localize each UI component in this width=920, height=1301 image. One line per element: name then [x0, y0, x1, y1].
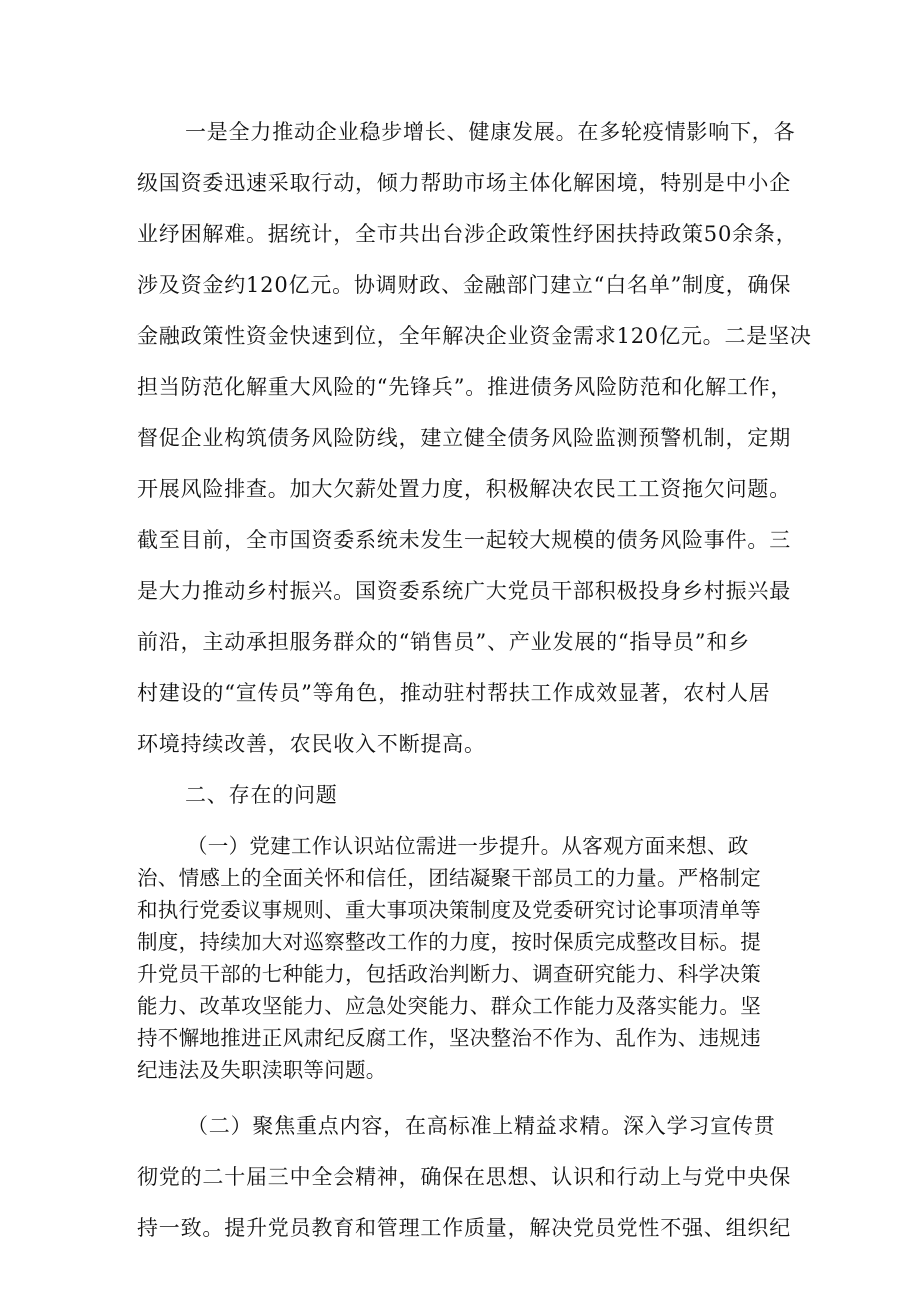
paragraph-line: 督促企业构筑债务风险防线，建立健全债务风险监测预警机制，定期 — [137, 426, 791, 450]
paragraph-line: 治、情感上的全面关怀和信任，团结凝聚干部员工的力量。严格制定 — [137, 866, 761, 890]
paragraph-line: （二）聚焦重点内容，在高标准上精益求精。深入学习宣传贯 — [187, 1114, 776, 1138]
paragraph-line: 制度，持续加大对巡察整改工作的力度，按时保质完成整改目标。提 — [137, 930, 761, 954]
paragraph-line: 纪违法及失职渎职等问题。 — [137, 1058, 387, 1082]
paragraph-line: 彻党的二十届三中全会精神，确保在思想、认识和行动上与党中央保 — [137, 1165, 791, 1189]
paragraph-line: 涉及资金约120亿元。协调财政、金融部门建立“白名单”制度，确保 — [137, 273, 792, 297]
paragraph-line: 村建设的“宣传员”等角色，推动驻村帮扶工作成效显著，农村人居 — [137, 681, 771, 705]
paragraph-line: 级国资委迅速采取行动，倾力帮助市场主体化解困境，特别是中小企 — [137, 171, 791, 195]
paragraph-line: 一是全力推动企业稳步增长、健康发展。在多轮疫情影响下，各 — [185, 120, 796, 144]
paragraph-line: （一）党建工作认识站位需进一步提升。从客观方面来想、政 — [187, 834, 749, 858]
paragraph-line: 环境持续改善，农民收入不断提高。 — [137, 732, 486, 756]
paragraph-line: 截至目前，全市国资委系统未发生一起较大规模的债务风险事件。三 — [137, 528, 791, 552]
paragraph-line: 能力、改革攻坚能力、应急处突能力、群众工作能力及落实能力。坚 — [137, 994, 761, 1018]
section-heading: 二、存在的问题 — [185, 783, 338, 807]
paragraph-line: 担当防范化解重大风险的“先锋兵”。推进债务风险防范和化解工作， — [137, 375, 793, 399]
paragraph-line: 和执行党委议事规则、重大事项决策制度及党委研究讨论事项清单等 — [137, 898, 761, 922]
paragraph-line: 是大力推动乡村振兴。国资委系统广大党员干部积极投身乡村振兴最 — [137, 579, 791, 603]
paragraph-line: 金融政策性资金快速到位，全年解决企业资金需求120亿元。二是坚决 — [137, 324, 812, 348]
paragraph-line: 业纾困解难。据统计，全市共出台涉企政策性纾困扶持政策50余条， — [137, 222, 798, 246]
paragraph-line: 开展风险排查。加大欠薪处置力度，积极解决农民工工资拖欠问题。 — [137, 477, 791, 501]
paragraph-line: 升党员干部的七种能力，包括政治判断力、调查研究能力、科学决策 — [137, 962, 761, 986]
paragraph-line: 前沿，主动承担服务群众的“销售员”、产业发展的“指导员”和乡 — [137, 630, 750, 654]
paragraph-line: 持一致。提升党员教育和管理工作质量，解决党员党性不强、组织纪 — [137, 1216, 791, 1240]
paragraph-line: 持不懈地推进正风肃纪反腐工作，坚决整治不作为、乱作为、违规违 — [137, 1026, 761, 1050]
